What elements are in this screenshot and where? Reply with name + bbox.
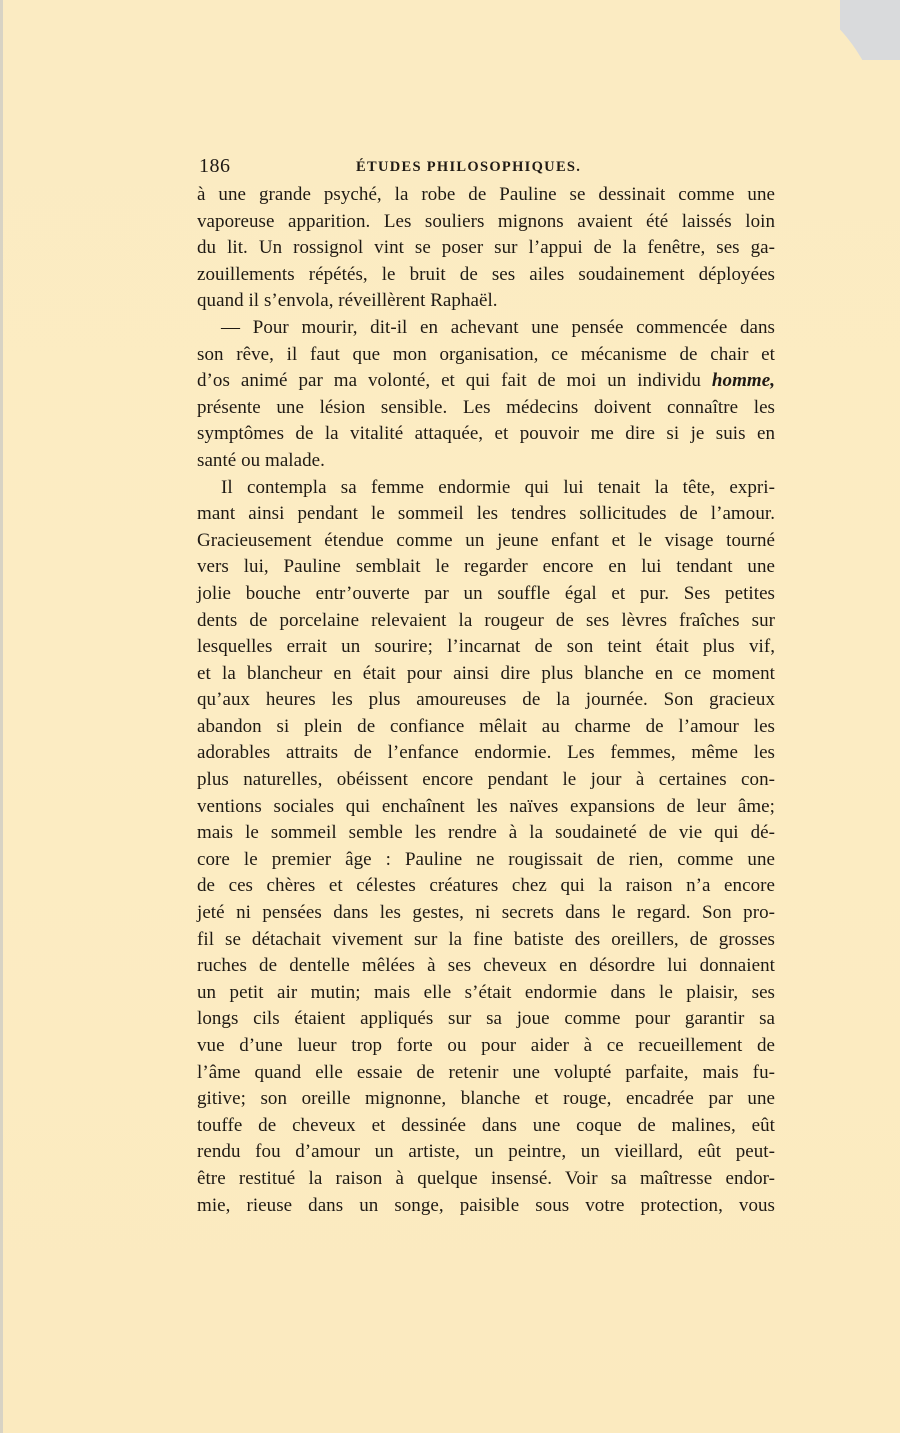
body-text [197, 182, 775, 1219]
text-line: abandon si plein de confiance mêlait au charme de l’amour les [197, 715, 775, 737]
text-line: l’âme quand elle essaie de retenir une volupté parfaite, mais fu- [197, 1061, 775, 1083]
text-line: zouillements répétés, le bruit de ses ailes soudainement déployées [197, 263, 775, 285]
text-line: son rêve, il faut que mon organisation, ce mécanisme de chair et [197, 343, 775, 365]
text-line: de ces chères et célestes créatures chez qui la raison n’a encore [197, 875, 775, 897]
page-header [199, 155, 776, 179]
text-line: ruches de dentelle mêlées à ses cheveux en désordre lui donnaient [197, 955, 775, 977]
text-line: fil se détachait vivement sur la fine batiste des oreillers, de grosses [197, 928, 775, 950]
text-line: rendu fou d’amour un artiste, un peintre, un vieillard, eût peut- [197, 1141, 775, 1163]
text-line: et la blancheur en était pour ainsi dire plus blanche en ce moment [197, 662, 775, 684]
text-line: touffe de cheveux et dessinée dans une coque de malines, eût [197, 1114, 775, 1136]
page-number: 186 [199, 155, 231, 177]
text-line: symptômes de la vitalité attaquée, et pouvoir me dire si je suis en [197, 423, 775, 445]
text-line: Il contempla sa femme endormie qui lui tenait la tête, expri- [221, 476, 775, 498]
text-line: un petit air mutin; mais elle s’était endormie dans le plaisir, ses [197, 981, 775, 1003]
running-title: ÉTUDES PHILOSOPHIQUES. [356, 159, 582, 175]
text-line: lesquelles errait un sourire; l’incarnat de son teint était plus vif, [197, 636, 775, 658]
text-line: du lit. Un rossignol vint se poser sur l’appui de la fenêtre, ses ga- [197, 237, 775, 259]
text-line: jeté ni pensées dans les gestes, ni secrets dans le regard. Son pro- [197, 902, 775, 924]
text-line: présente une lésion sensible. Les médecins doivent connaître les [197, 396, 775, 418]
text-line: vaporeuse apparition. Les souliers mignons avaient été laissés loin [197, 210, 775, 232]
text-line: core le premier âge : Pauline ne rougissait de rien, comme une [197, 848, 775, 870]
scan-left-edge [0, 0, 3, 1433]
text-line: quand il s’envola, réveillèrent Raphaël. [197, 290, 498, 312]
text-line: ventions sociales qui enchaînent les naïves expansions de leur âme; [197, 795, 775, 817]
text-line: vue d’une lueur trop forte ou pour aider à ce recueillement de [197, 1035, 775, 1056]
text-line: plus naturelles, obéissent encore pendant le jour à certaines con- [197, 769, 775, 791]
text-line: Gracieusement étendue comme un jeune enfant et le visage tourné [197, 529, 775, 551]
italic-word: homme, [711, 370, 776, 392]
text-line: jolie bouche entr’ouverte par un souffle égal et pur. Ses petites [197, 582, 775, 604]
text-segment: d’os animé par ma volonté, et qui fait de moi un individu [197, 370, 701, 392]
text-line: à une grande psyché, la robe de Pauline se dessinait comme une [197, 184, 775, 205]
page-corner-cut [840, 0, 900, 60]
text-line: mais le sommeil semble les rendre à la soudaineté de vie qui dé- [197, 822, 775, 844]
text-line: mant ainsi pendant le sommeil les tendres sollicitudes de l’amour. [197, 503, 775, 525]
text-line: qu’aux heures les plus amoureuses de la journée. Son gracieux [197, 689, 775, 711]
text-line: gitive; son oreille mignonne, blanche et rouge, encadrée par une [197, 1088, 775, 1110]
text-line: santé ou malade. [197, 449, 325, 471]
text-line: longs cils étaient appliqués sur sa joue comme pour garantir sa [197, 1008, 775, 1030]
text-line: — Pour mourir, dit-il en achevant une pensée commencée dans [221, 316, 775, 338]
text-line: adorables attraits de l’enfance endormie. Les femmes, même les [197, 742, 775, 764]
text-line: mie, rieuse dans un songe, paisible sous votre protection, vous [197, 1194, 775, 1216]
text-line [197, 368, 775, 395]
text-line: être restitué la raison à quelque insensé. Voir sa maîtresse endor- [197, 1167, 775, 1189]
text-line: dents de porcelaine relevaient la rougeur de ses lèvres fraîches sur [197, 609, 775, 631]
text-line: vers lui, Pauline semblait le regarder encore en lui tendant une [197, 556, 775, 578]
